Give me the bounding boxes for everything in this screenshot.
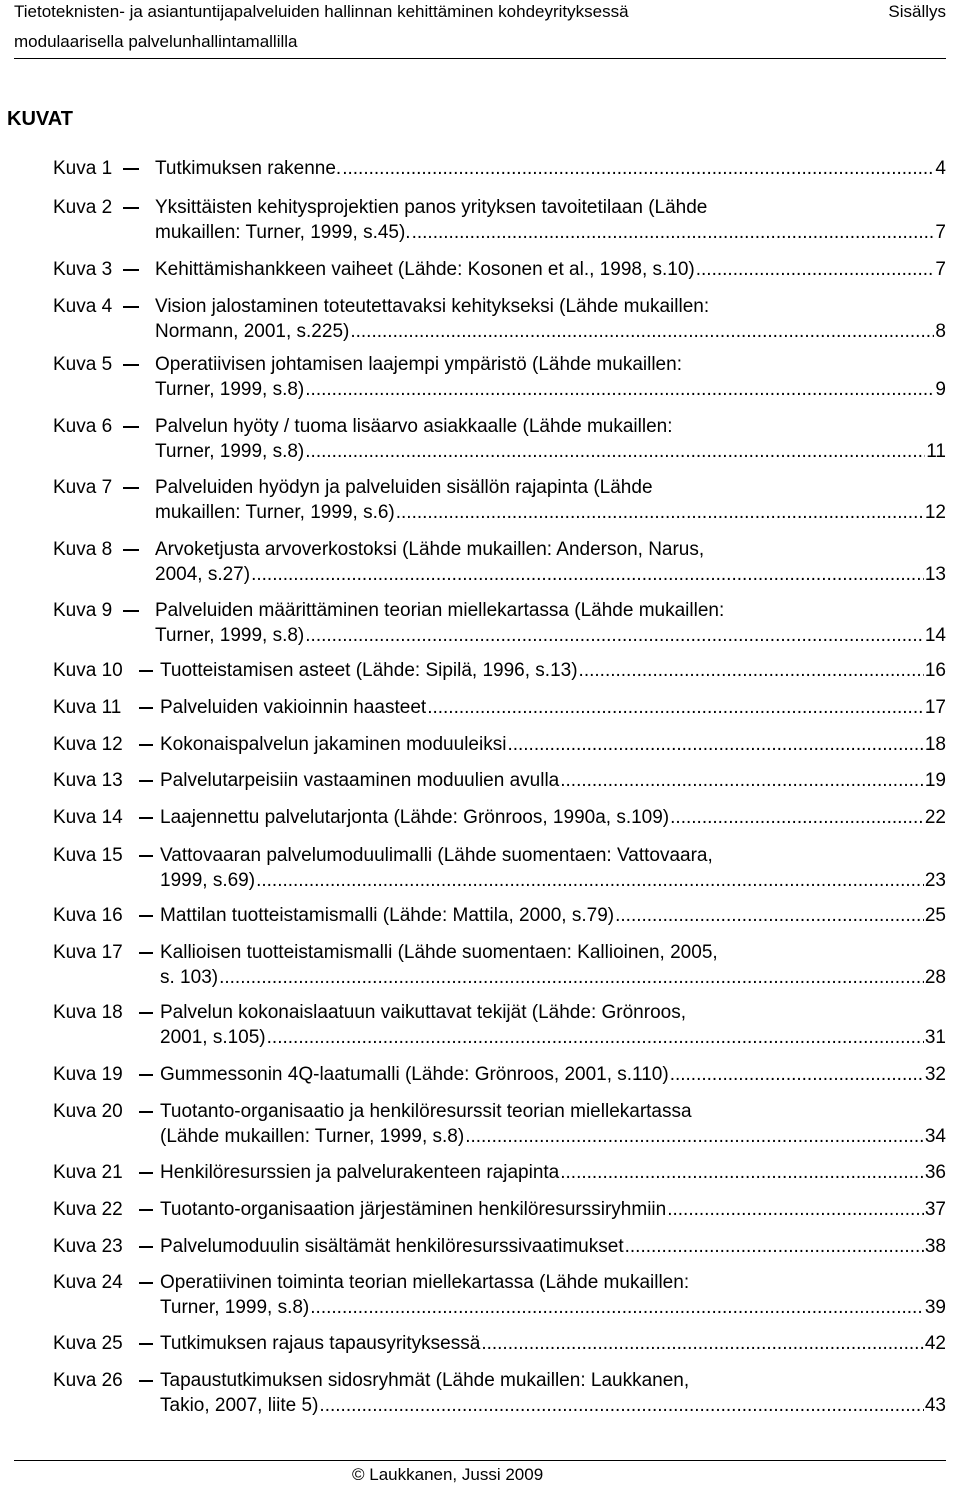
em-dash	[123, 269, 139, 271]
em-dash	[139, 707, 153, 709]
toc-entry[interactable]	[53, 732, 946, 757]
toc-entry[interactable]	[53, 195, 946, 245]
caption-line	[160, 868, 946, 893]
figure-number: Kuva 15	[53, 845, 123, 866]
caption-text: Turner, 1999, s.8)	[160, 1297, 310, 1318]
figure-caption	[160, 1234, 946, 1259]
page-number: 16	[924, 660, 946, 681]
caption-text: 1999, s.69)	[160, 870, 256, 891]
caption-line	[155, 414, 946, 439]
figure-number: Kuva 4	[53, 296, 113, 317]
page-header	[14, 0, 946, 59]
figure-number: Kuva 17	[53, 942, 123, 963]
caption-text: Tutkimuksen rakenne.	[155, 158, 342, 179]
figure-caption	[155, 537, 946, 587]
figure-number: Kuva 8	[53, 539, 113, 560]
caption-text: Operatiivinen toiminta teorian miellekartassa (Lähde mukaillen:	[160, 1272, 690, 1293]
caption-line	[155, 475, 946, 500]
caption-line	[160, 732, 946, 757]
dot-leader	[305, 623, 924, 648]
caption-line	[160, 1270, 946, 1295]
figure-number: Kuva 16	[53, 905, 123, 926]
toc-entry[interactable]	[53, 156, 946, 181]
caption-text: Henkilöresurssien ja palvelurakenteen rajapinta	[160, 1162, 560, 1183]
caption-text: Gummessonin 4Q-laatumalli (Lähde: Grönroos, 2001, s.110)	[160, 1064, 669, 1085]
figure-caption	[155, 598, 946, 648]
caption-text: Tuotanto-organisaation järjestäminen henkilöresurssiryhmiin	[160, 1199, 667, 1220]
page-number: 4	[935, 158, 946, 179]
caption-text: Laajennettu palvelutarjonta (Lähde: Grönroos, 1990a, s.109)	[160, 807, 670, 828]
caption-text: 2001, s.105)	[160, 1027, 266, 1048]
caption-text: Palveluiden määrittäminen teorian miellekartassa (Lähde mukaillen:	[155, 600, 725, 621]
caption-text: Takio, 2007, liite 5)	[160, 1395, 319, 1416]
figure-number: Kuva 3	[53, 259, 113, 280]
figure-number: Kuva 19	[53, 1064, 123, 1085]
caption-line	[160, 1197, 946, 1222]
caption-text: Tutkimuksen rajaus tapausyrityksessä	[160, 1333, 481, 1354]
section-name: Sisällys	[888, 2, 946, 21]
dot-leader	[396, 500, 924, 525]
dot-leader	[342, 156, 934, 181]
dot-leader	[670, 1062, 924, 1087]
em-dash	[139, 952, 153, 954]
figure-number: Kuva 23	[53, 1236, 123, 1257]
em-dash	[123, 426, 139, 428]
caption-line	[155, 598, 946, 623]
page-number: 13	[924, 564, 946, 585]
figure-number: Kuva 21	[53, 1162, 123, 1183]
caption-text: Palvelumoduulin sisältämät henkilöresurssivaatimukset	[160, 1236, 624, 1257]
caption-line	[160, 1331, 946, 1356]
figure-number: Kuva 11	[53, 697, 122, 718]
figure-caption	[160, 940, 946, 990]
em-dash	[139, 780, 153, 782]
caption-line	[160, 1160, 946, 1185]
page-number: 9	[935, 379, 946, 400]
figure-caption	[160, 1160, 946, 1185]
figure-caption	[155, 414, 946, 464]
toc-entry[interactable]	[53, 658, 946, 683]
figure-caption	[155, 352, 946, 402]
figure-caption	[155, 156, 946, 181]
caption-text: Turner, 1999, s.8)	[155, 441, 305, 462]
toc-entry[interactable]	[53, 1000, 946, 1050]
caption-line	[160, 1368, 946, 1393]
toc-entry[interactable]	[53, 1270, 946, 1320]
figure-caption	[155, 195, 946, 245]
toc-entry[interactable]	[53, 1331, 946, 1356]
caption-line	[155, 562, 946, 587]
caption-text: Palvelutarpeisiin vastaaminen moduulien avulla	[160, 770, 560, 791]
em-dash	[123, 306, 139, 308]
figure-caption	[155, 257, 946, 282]
figure-number: Kuva 18	[53, 1002, 123, 1023]
dot-leader	[560, 1160, 924, 1185]
caption-line	[160, 940, 946, 965]
page-number: 17	[924, 697, 946, 718]
figure-number: Kuva 1	[53, 158, 113, 179]
copyright-text: © Laukkanen, Jussi 2009	[352, 1465, 544, 1484]
em-dash	[139, 1209, 153, 1211]
caption-line	[155, 195, 946, 220]
page-number: 7	[935, 259, 946, 280]
figure-caption	[160, 768, 946, 793]
caption-text: Palveluiden hyödyn ja palveluiden sisällön rajapinta (Lähde	[155, 477, 653, 498]
dot-leader	[305, 377, 934, 402]
figure-number: Kuva 26	[53, 1370, 123, 1391]
toc-entry[interactable]	[53, 294, 946, 344]
figure-caption	[160, 1197, 946, 1222]
caption-line	[155, 537, 946, 562]
figure-number: Kuva 20	[53, 1101, 123, 1122]
toc-entry[interactable]	[53, 414, 946, 464]
toc-entry[interactable]	[53, 1234, 946, 1259]
dot-leader	[219, 965, 924, 990]
figure-number: Kuva 10	[53, 660, 123, 681]
caption-text: Turner, 1999, s.8)	[155, 379, 305, 400]
dot-leader	[670, 805, 924, 830]
dot-leader	[615, 903, 924, 928]
page-number: 37	[924, 1199, 946, 1220]
dot-leader	[667, 1197, 924, 1222]
toc-entry[interactable]	[53, 695, 946, 720]
page-number: 38	[924, 1236, 946, 1257]
figure-number: Kuva 25	[53, 1333, 123, 1354]
dot-leader	[625, 1234, 924, 1259]
caption-text: Operatiivisen johtamisen laajempi ympäristö (Lähde mukaillen:	[155, 354, 682, 375]
dot-leader	[267, 1025, 924, 1050]
dot-leader	[560, 768, 924, 793]
dot-leader	[427, 695, 924, 720]
dot-leader	[350, 319, 934, 344]
dot-leader	[412, 220, 935, 245]
caption-text: Tuotanto-organisaatio ja henkilöresurssit teorian miellekartassa	[160, 1101, 692, 1122]
em-dash	[123, 207, 139, 209]
em-dash	[139, 1246, 153, 1248]
figure-caption	[160, 1331, 946, 1356]
em-dash	[123, 364, 139, 366]
caption-text: Arvoketjusta arvoverkostoksi (Lähde mukaillen: Anderson, Narus,	[155, 539, 705, 560]
page-number: 7	[935, 222, 946, 243]
caption-line	[160, 1025, 946, 1050]
figure-number: Kuva 7	[53, 477, 113, 498]
caption-line	[160, 1234, 946, 1259]
figure-caption	[155, 294, 946, 344]
caption-line	[160, 768, 946, 793]
dot-leader	[696, 257, 935, 282]
caption-text: Normann, 2001, s.225)	[155, 321, 350, 342]
caption-line	[160, 805, 946, 830]
figure-caption	[160, 1368, 946, 1418]
figure-caption	[160, 658, 946, 683]
em-dash	[139, 1282, 153, 1284]
toc-entry[interactable]	[53, 1062, 946, 1087]
toc-entry[interactable]	[53, 598, 946, 648]
em-dash	[123, 549, 139, 551]
caption-text: Yksittäisten kehitysprojektien panos yrityksen tavoitetilaan (Lähde	[155, 197, 708, 218]
figure-number: Kuva 12	[53, 734, 123, 755]
caption-text: Turner, 1999, s.8)	[155, 625, 305, 646]
page-number: 25	[924, 905, 946, 926]
toc-entry[interactable]	[53, 1099, 946, 1149]
caption-line	[155, 294, 946, 319]
page-number: 34	[924, 1126, 946, 1147]
page-number: 23	[924, 870, 946, 891]
toc-entry[interactable]	[53, 843, 946, 893]
caption-line	[160, 695, 946, 720]
caption-line	[155, 156, 946, 181]
figure-caption	[160, 1270, 946, 1320]
toc-entry[interactable]	[53, 768, 946, 793]
em-dash	[139, 855, 153, 857]
em-dash	[139, 1074, 153, 1076]
figure-caption	[160, 732, 946, 757]
page-number: 31	[924, 1027, 946, 1048]
figure-caption	[160, 843, 946, 893]
figure-number: Kuva 5	[53, 354, 113, 375]
figure-caption	[160, 1062, 946, 1087]
figure-number: Kuva 22	[53, 1199, 123, 1220]
dot-leader	[481, 1331, 924, 1356]
caption-line	[160, 843, 946, 868]
dot-leader	[465, 1124, 924, 1149]
page-number: 22	[924, 807, 946, 828]
toc-entry[interactable]	[53, 475, 946, 525]
figure-number: Kuva 6	[53, 416, 113, 437]
caption-text: Palveluiden vakioinnin haasteet	[160, 697, 427, 718]
page-number: 36	[924, 1162, 946, 1183]
caption-line	[155, 319, 946, 344]
page-number: 8	[935, 321, 946, 342]
figure-caption	[160, 1000, 946, 1050]
list-of-figures-heading: KUVAT	[7, 108, 73, 130]
caption-text: Mattilan tuotteistamismalli (Lähde: Mattila, 2000, s.79)	[160, 905, 615, 926]
dot-leader	[507, 732, 923, 757]
caption-line	[155, 377, 946, 402]
caption-line	[155, 352, 946, 377]
toc-entry[interactable]	[53, 805, 946, 830]
toc-entry[interactable]	[53, 537, 946, 587]
dot-leader	[579, 658, 924, 683]
figure-caption	[160, 903, 946, 928]
dot-leader	[251, 562, 924, 587]
em-dash	[123, 487, 139, 489]
caption-text: Vision jalostaminen toteutettavaksi kehitykseksi (Lähde mukaillen:	[155, 296, 710, 317]
toc-entry[interactable]	[53, 1197, 946, 1222]
caption-line	[155, 439, 946, 464]
em-dash	[139, 1343, 153, 1345]
caption-text: mukaillen: Turner, 1999, s.6)	[155, 502, 395, 523]
caption-line	[160, 1124, 946, 1149]
figure-caption	[160, 1099, 946, 1149]
figure-number: Kuva 13	[53, 770, 123, 791]
toc-entry[interactable]	[53, 257, 946, 282]
page-number: 11	[926, 441, 946, 462]
caption-text: Tuotteistamisen asteet (Lähde: Sipilä, 1996, s.13)	[160, 660, 578, 681]
document-title-line-1: Tietoteknisten- ja asiantuntijapalveluiden hallinnan kehittäminen kohdeyrityksessä	[14, 2, 629, 21]
em-dash	[139, 1012, 153, 1014]
dot-leader	[256, 868, 924, 893]
figure-number: Kuva 24	[53, 1272, 123, 1293]
caption-text: Palvelun hyöty / tuoma lisäarvo asiakkaalle (Lähde mukaillen:	[155, 416, 673, 437]
page-number: 12	[924, 502, 946, 523]
caption-line	[160, 1295, 946, 1320]
page-number: 28	[924, 967, 946, 988]
caption-line	[160, 965, 946, 990]
page-number: 19	[924, 770, 946, 791]
em-dash	[139, 670, 153, 672]
em-dash	[139, 915, 153, 917]
em-dash	[139, 1172, 153, 1174]
caption-line	[160, 903, 946, 928]
caption-line	[160, 1062, 946, 1087]
caption-line	[160, 1393, 946, 1418]
caption-line	[155, 623, 946, 648]
caption-text: Kehittämishankkeen vaiheet (Lähde: Kosonen et al., 1998, s.10)	[155, 259, 695, 280]
em-dash	[123, 168, 139, 170]
figure-number: Kuva 14	[53, 807, 123, 828]
caption-line	[160, 1099, 946, 1124]
toc-entry[interactable]	[53, 903, 946, 928]
caption-text: (Lähde mukaillen: Turner, 1999, s.8)	[160, 1126, 465, 1147]
caption-line	[155, 220, 946, 245]
figure-caption	[160, 695, 946, 720]
caption-line	[155, 257, 946, 282]
toc-entry[interactable]	[53, 940, 946, 990]
page-number: 43	[924, 1395, 946, 1416]
figure-number: Kuva 9	[53, 600, 113, 621]
page-number: 14	[924, 625, 946, 646]
toc-entry[interactable]	[53, 1160, 946, 1185]
toc-entry[interactable]	[53, 1368, 946, 1418]
footer-divider	[14, 1460, 946, 1461]
figure-caption	[160, 805, 946, 830]
figure-caption	[155, 475, 946, 525]
page-number: 42	[924, 1333, 946, 1354]
caption-line	[155, 500, 946, 525]
caption-text: Kokonaispalvelun jakaminen moduuleiksi	[160, 734, 507, 755]
dot-leader	[305, 439, 925, 464]
em-dash	[139, 817, 153, 819]
em-dash	[139, 744, 153, 746]
dot-leader	[310, 1295, 924, 1320]
page-number: 18	[924, 734, 946, 755]
caption-text: Palvelun kokonaislaatuun vaikuttavat tekijät (Lähde: Grönroos,	[160, 1002, 686, 1023]
caption-text: mukaillen: Turner, 1999, s.45).	[155, 222, 411, 243]
em-dash	[123, 610, 139, 612]
caption-line	[160, 658, 946, 683]
page-number: 39	[924, 1297, 946, 1318]
em-dash	[139, 1111, 153, 1113]
dot-leader	[319, 1393, 923, 1418]
caption-line	[160, 1000, 946, 1025]
caption-text: 2004, s.27)	[155, 564, 251, 585]
caption-text: Vattovaaran palvelumoduulimalli (Lähde suomentaen: Vattovaara,	[160, 845, 713, 866]
document-title-line-2: modulaarisella palvelunhallintamallilla	[14, 32, 298, 51]
page-number: 32	[924, 1064, 946, 1085]
caption-text: s. 103)	[160, 967, 219, 988]
caption-text: Kallioisen tuotteistamismalli (Lähde suomentaen: Kallioinen, 2005,	[160, 942, 718, 963]
figure-number: Kuva 2	[53, 197, 113, 218]
toc-entry[interactable]	[53, 352, 946, 402]
caption-text: Tapaustutkimuksen sidosryhmät (Lähde mukaillen: Laukkanen,	[160, 1370, 690, 1391]
em-dash	[139, 1380, 153, 1382]
